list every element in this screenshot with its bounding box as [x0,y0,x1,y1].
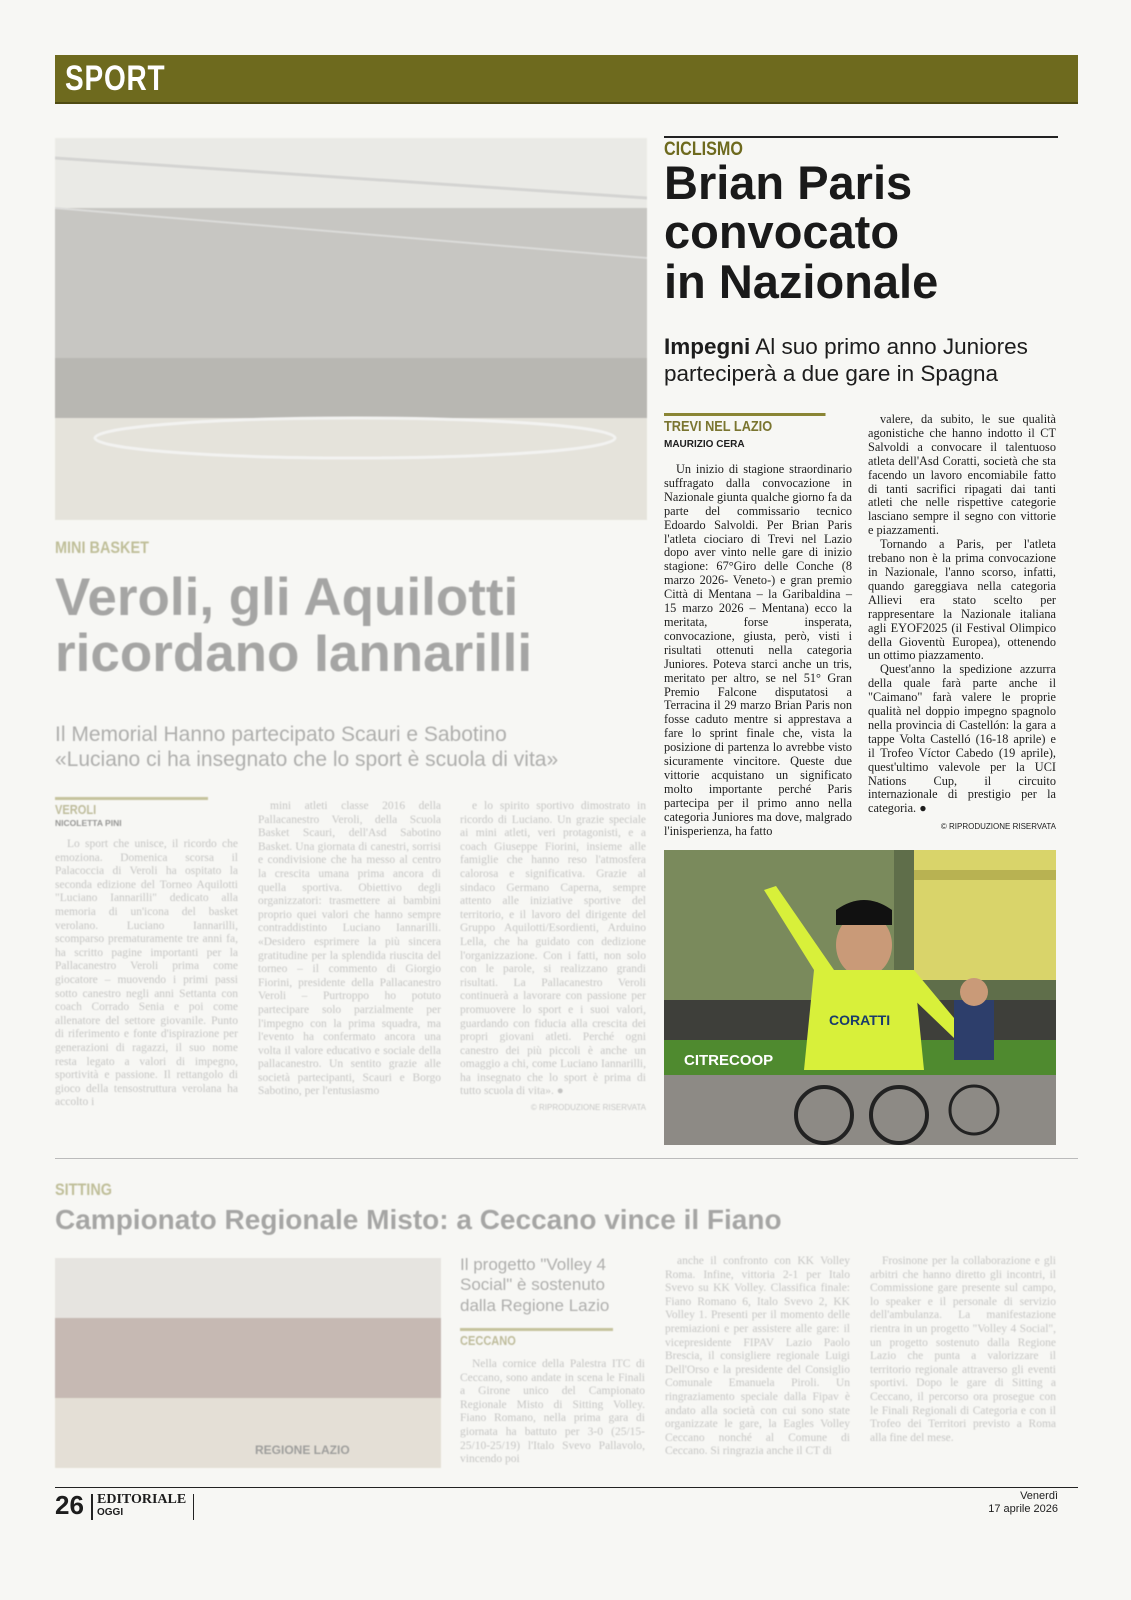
main-col-2-p1: valere, da subito, le sue qualità agonistiche che hanno indotto il CT Salvoldi a convocare il talentuoso atleta dell'Asd Coratti, società che sta facendo un lavoro encomiabile fatto di tanti sacrifici ripagati dai tanti atleti che nelle rispettive categorie lasciano sempre il segno con vittorie e piazzamenti. [868,412,1056,538]
footer-divider [91,1494,93,1520]
footer-paper-sub: OGGI [97,1507,124,1518]
main-title-line-3: in Nazionale [664,254,939,308]
sitting-col-1 [460,1358,645,1467]
section-label: SPORT [65,59,166,98]
basket-photo [55,138,647,520]
ad-banner-text: CITRECOOP [684,1052,774,1069]
basket-col-3 [460,800,646,1115]
footer-page-number: 26 [55,1490,84,1520]
main-author: MAURIZIO CERA [664,439,745,450]
sitting-col-3-text: Frosinone per la collaborazione e gli arbitri che hanno diretto gli incontri, il Commissione gare presente sul campo, lo speaker e il personale di servizio dell'ambulanza. La manifestazione rientra in un progetto "Volley 4 Social", un progetto sostenuto dalla Regione Lazio che punta a valorizzare il territorio regionale attraverso gli eventi sportivi. Dopo le gare di Sitting a Ceccano, il percorso ora prosegue con le Finali Regionali di Categoria e con il Trofeo dei Territori previsto a Roma alla fine del mese. [870,1255,1056,1444]
basket-col-3-text: e lo spirito sportivo dimostrato in ricordo di Luciano. Un grazie speciale ai mini atleti, veri protagonisti, e a coach Giuseppe Fiorini, insieme alle famiglie che hanno reso l'atmosfera calorosa e significativa. Grazie al sindaco Germano Caperna, sempre attento alle iniziative sportive del territorio, e il lavoro del dirigente del Gruppo Aquilotti/Esordienti, Arduino Lella, che ha guidato con dedizione l'organizzazione. Con i fatti, non solo con le parole, si realizzano grandi risultati. La Pallacanestro Veroli continuerà a lavorare con passione per promuovere lo sport e i suoi valori, guardando con fiducia alla crescita dei propri giovani atleti. Perché ogni canestro dei più piccoli è anche un omaggio a chi, come Luciano Iannarilli, ha insegnato che lo sport è prima di tutto scuola di vita». ● [460,800,646,1098]
cyclist-photo [664,850,1056,1145]
basket-col-2-text: mini atleti classe 2016 della Pallacanestro Veroli, della Scuola Basket Scauri, dell'Asd Sabotino Basket. Una giornata di canestri, sorrisi e condivisione che ha messo al centro la crescita umana prima ancora di quella sportiva. Obiettivo degli organizzatori: trasmettere ai bambini proprio quei valori che hanno sempre contraddistinto Luciano Iannarilli. «Desidero esprimere la più sincera gratitudine per la splendida riuscita del torneo – il commento di Giorgio Fiorini, presidente della Pallacanestro Veroli – Purtroppo ho potuto partecipare solo parzialmente per l'impegno con la prima squadra, ma l'evento ha confermato ancora una volta il valore educativo e sociale della pallacanestro. Un sentito grazie alle società partecipanti, Scauri e Borgo Sabotino, per l'entusiasmo [258,800,441,1098]
sitting-place: CECCANO [460,1328,613,1348]
basket-kicker: MINI BASKET [55,538,149,557]
main-top-rule [664,136,1058,138]
basket-col-2 [258,800,441,1099]
basket-col-1 [55,838,238,1110]
sitting-photo [55,1258,441,1468]
main-col-1-text: Un inizio di stagione straordinario suffragato dalla convocazione in Nazionale giunta qualche giorno fa da parte del commissario tecnico Edoardo Salvoldi. Per Brian Paris l'atleta ciociaro di Trevi nel Lazio dopo aver vinto nelle gare di inizio stagione: 67°Giro delle Conche (8 marzo 2026- Veneto-) e gran premio Città di Mentana – la Garibaldina – 15 marzo 2026 – Mentana) ecco la meritata, forse insperata, convocazione, giusta, però, visti i risultati ottenuti nella categoria Juniores. Poteva starci anche un tris, meritato per altro, se nel 51° Gran Premio Falcone disputatosi a Terracina il 29 marzo Brian Paris non fosse caduto mentre si apprestava a fare lo sprint finale che, vista la posizione di partenza lo avrebbe visto sicuramente vincitore. Queste due vittorie acquistano un significato molto importante perché Paris partecipa per il primo anno nella categoria Juniores ma dove, malgrado l'inisperienza, ha fatto [664,462,852,838]
basket-title [55,570,655,681]
basket-title-line-2: ricordano Iannarilli [55,623,533,683]
main-title [664,158,1064,306]
main-title-line-2: convocato [664,205,900,259]
footer-date: 17 aprile 2026 [988,1503,1058,1515]
basket-copyright: © RIPRODUZIONE RISERVATA [530,1103,646,1113]
sitting-col-1-text: Nella cornice della Palestra ITC di Ceccano, sono andate in scena le Finali a Girone unico del Campionato Regionale Misto di Sitting Volley. Fiano Romano, nella prima gara di giornata ha battuto per 3-0 (25/15-25/10-25/19) l'Italo Svevo Pallavolo, vincendo poi [460,1358,645,1466]
volley-image [55,1258,441,1468]
main-title-line-1: Brian Paris [664,156,913,209]
footer-divider-2 [193,1494,194,1520]
basket-author: NICOLETTA PINI [55,818,122,828]
main-col-2 [868,413,1056,834]
section-divider [55,1158,1078,1159]
sitting-title: Campionato Regionale Misto: a Ceccano vince il Fiano [55,1204,782,1235]
basket-title-line-1: Veroli, gli Aquilotti [55,568,519,627]
main-col-2-p3: Quest'anno la spedizione azzurra della quale farà parte anche il "Caimano" farà valere le proprie qualità nel doppio impegno spagnolo nella provincia di Castellón: la gara a tappe Volta Castelló (16-18 aprile) e il Trofeo Víctor Cabedo (19 aprile), quest'ultimo valevole per la UCI Nations Cup, il circuito internazionale di prestigio per la categoria. ● [868,662,1056,816]
main-deck-label: Impegni [664,334,751,359]
sitting-kicker: SITTING [55,1180,113,1199]
cyclist-image [664,850,1056,1145]
main-kicker: CICLISMO [664,139,743,160]
sitting-col-2-text: anche il confronto con KK Volley Roma. Infine, vittoria 2-1 per Italo Svevo su KK Volley. Classifica finale: Fiano Romano 6, Italo Svevo 2, KK Volley 1. Presenti per il momento delle premiazioni e per assistere alle gare: il vicepresidente FIPAV Lazio Paolo Brescia, il consigliere regionale Luigi Dell'Orso e la presidente del Consiglio Comunale Emanuela Piroli. Un ringraziamento speciale dalla Fipav è andato alla società con cui sono state organizzate le gare, la Eagles Volley Ceccano nonché al Comune di Ceccano. Si ringrazia anche il CT di [665,1255,850,1458]
main-col-2-p2: Tornando a Paris, per l'atleta trebano non è la prima convocazione in Nazionale, l'anno scorso, infatti, quando gareggiava nella categoria Allievi era stato scelto per rappresentare la Nazionale italiana agli EYOF2025 (il Festival Olimpico della Gioventù Europea), ottenendo un ottimo piazzamento. [868,537,1056,663]
main-col-1 [664,463,852,838]
footer-paper-name: EDITORIALE [97,1492,187,1507]
volley-banner-text: REGIONE LAZIO [255,1443,350,1457]
footer-rule [55,1487,1078,1488]
basket-place: VEROLI [55,797,208,817]
main-deck-text: Al suo primo anno Juniores parteciperà a due gare in Spagna [664,334,1028,386]
basket-sub-2: «Luciano ci ha insegnato che lo sport è scuola di vita» [55,748,559,772]
footer-weekday: Venerdì [1020,1490,1058,1502]
sitting-col-3 [870,1255,1056,1445]
basket-subtitle [55,722,655,772]
sitting-col-2 [665,1255,850,1459]
basket-col-1-text: Lo sport che unisce, il ricordo che emoziona. Domenica scorsa il Palacoccia di Veroli ha ospitato la seconda edizione del Torneo Aquilotti "Luciano Iannarilli" dedicato alla memoria di un'icona del basket verolano. Luciano Iannarilli, scomparso prematuramente tre anni fa, ha scritto pagine importanti per la Pallacanestro Veroli prima come giocatore – muovendo i primi passi sotto canestro negli anni Settanta con coach Corrado Senia e poi come allenatore del settore giovanile. Punto di riferimento e fonte d'ispirazione per generazioni di ragazzi, il suo nome resta legato a valori di impegno, sportività e passione. Il rettangolo di gioco della tensostruttura verolana ha accolto i [55,838,238,1109]
arena-image [55,138,647,520]
main-copyright: © RIPRODUZIONE RISERVATA [940,822,1056,832]
section-band [55,55,1078,104]
jersey-text: CORATTI [829,1012,891,1028]
sitting-pull-quote: Il progetto "Volley 4 Social" è sostenuto dalla Regione Lazio [460,1255,610,1315]
basket-sub-1: Il Memorial Hanno partecipato Scauri e Sabotino [55,723,507,746]
main-deck [664,333,1064,387]
main-place: TREVI NEL LAZIO [664,413,826,435]
